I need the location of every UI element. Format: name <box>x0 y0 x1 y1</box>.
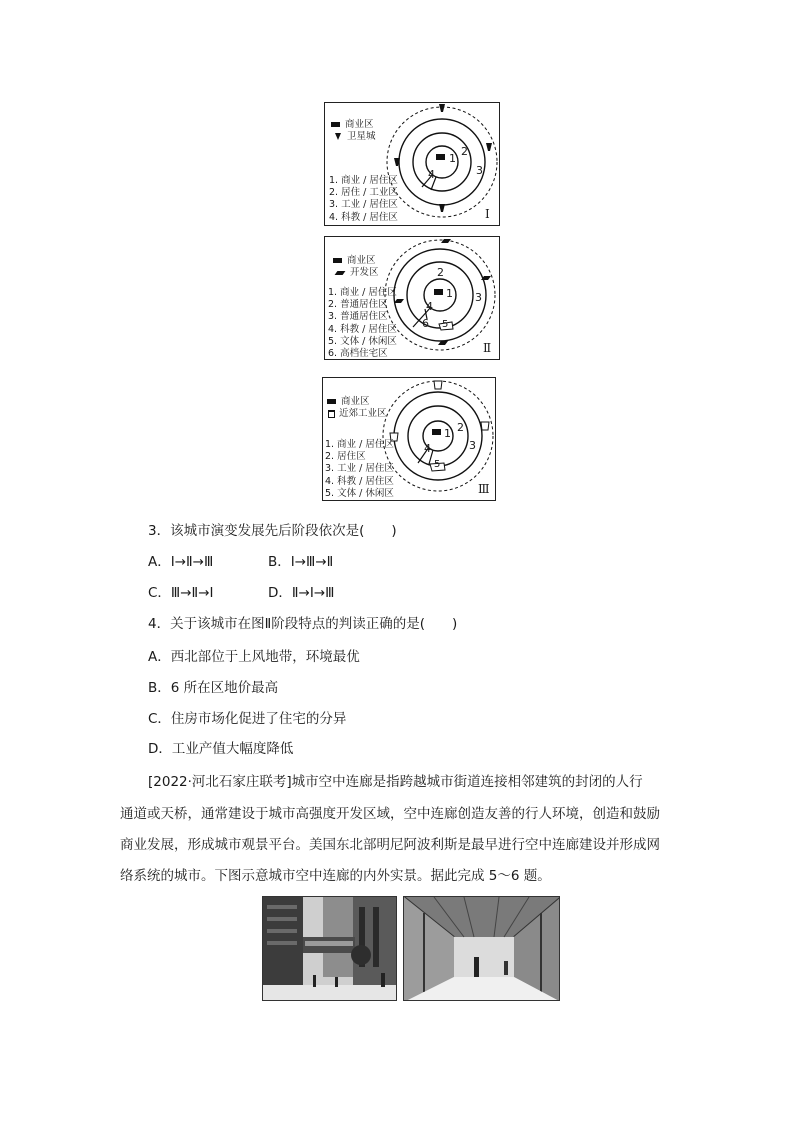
q4-option-c: C．住房市场化促进了住宅的分异 <box>148 711 347 727</box>
stage-label: Ⅲ <box>478 482 490 496</box>
skyway-exterior-photo <box>262 896 397 1001</box>
suburban-industrial-icon <box>328 410 335 418</box>
ring-number: 2 <box>461 145 468 158</box>
passage-line-2: 通道或天桥，通常建设于城市高强度开发区域，空中连廊创造友善的行人环境，创造和鼓励 <box>120 806 660 822</box>
ring-number: 3 <box>469 439 476 452</box>
commercial-area-icon <box>331 122 340 127</box>
ring-number: 5 <box>434 459 441 470</box>
ring-number: 1 <box>444 427 451 440</box>
commercial-area-icon <box>327 399 336 404</box>
passage-line-4: 络系统的城市。下图示意城市空中连廊的内外实景。据此完成 5～6 题。 <box>120 868 551 884</box>
ring-number: 6 <box>422 317 429 330</box>
skyway-interior-photo <box>403 896 560 1001</box>
stage-2-zone-list: 1. 商业 / 居住区 2. 普通居住区 3. 普通居住区 4. 科教 / 居住区 5. 文体 / 休闲区 6. 高档住宅区 <box>328 287 397 359</box>
figure-stage-3 <box>322 377 496 501</box>
q3-option-d: D．Ⅱ→Ⅰ→Ⅲ <box>268 585 335 601</box>
stage-1-zone-list: 1. 商业 / 居住区 2. 居住 / 工业区 3. 工业 / 居住区 4. 科教 / 居住区 <box>329 175 398 223</box>
passage-line-3: 商业发展，形成城市观景平台。美国东北部明尼阿波利斯是最早进行空中连廊建设并形成网 <box>120 837 660 853</box>
ring-number: 4 <box>424 442 431 455</box>
figure-stage-1 <box>324 102 500 226</box>
ring-number: 1 <box>449 152 456 165</box>
ring-number: 3 <box>475 291 482 304</box>
q3-option-c: C．Ⅲ→Ⅱ→Ⅰ <box>148 585 214 601</box>
q4-option-b: B．6 所在区地价最高 <box>148 680 279 696</box>
stage-label: Ⅰ <box>485 207 490 221</box>
question-3-stem: 3．该城市演变发展先后阶段依次是( ) <box>148 523 397 539</box>
ring-number: 1 <box>446 287 453 300</box>
ring-number: 2 <box>437 266 444 279</box>
skyway-interior-illustration <box>404 897 560 1001</box>
q4-option-a: A．西北部位于上风地带，环境最优 <box>148 649 360 665</box>
ring-number: 3 <box>476 164 483 177</box>
question-4-stem: 4．关于该城市在图Ⅱ阶段特点的判读正确的是( ) <box>148 616 458 632</box>
stage-1-legend: 商业区 卫星城 <box>331 119 376 143</box>
ring-number: 4 <box>426 300 433 313</box>
q4-option-d: D．工业产值大幅度降低 <box>148 741 294 757</box>
figure-stage-2 <box>324 236 500 360</box>
development-zone-icon <box>335 271 346 275</box>
passage-line-1: [2022·河北石家庄联考]城市空中连廊是指跨越城市街道连接相邻建筑的封闭的人行 <box>148 774 643 790</box>
satellite-town-icon <box>335 133 341 140</box>
stage-3-legend: 商业区 近郊工业区 <box>327 396 387 420</box>
ring-number: 5 <box>442 319 449 330</box>
stage-2-legend: 商业区 开发区 <box>333 255 379 279</box>
commercial-area-icon <box>333 258 342 263</box>
stage-3-zone-list: 1. 商业 / 居住区 2. 居住区 3. 工业 / 居住区 4. 科教 / 居住区 5. 文体 / 休闲区 <box>325 439 394 499</box>
q3-option-b: B．Ⅰ→Ⅲ→Ⅱ <box>268 554 334 570</box>
ring-number: 2 <box>457 421 464 434</box>
skyway-exterior-illustration <box>263 897 397 1001</box>
q3-option-a: A．Ⅰ→Ⅱ→Ⅲ <box>148 554 214 570</box>
ring-number: 4 <box>428 168 435 181</box>
stage-label: Ⅱ <box>483 341 492 355</box>
